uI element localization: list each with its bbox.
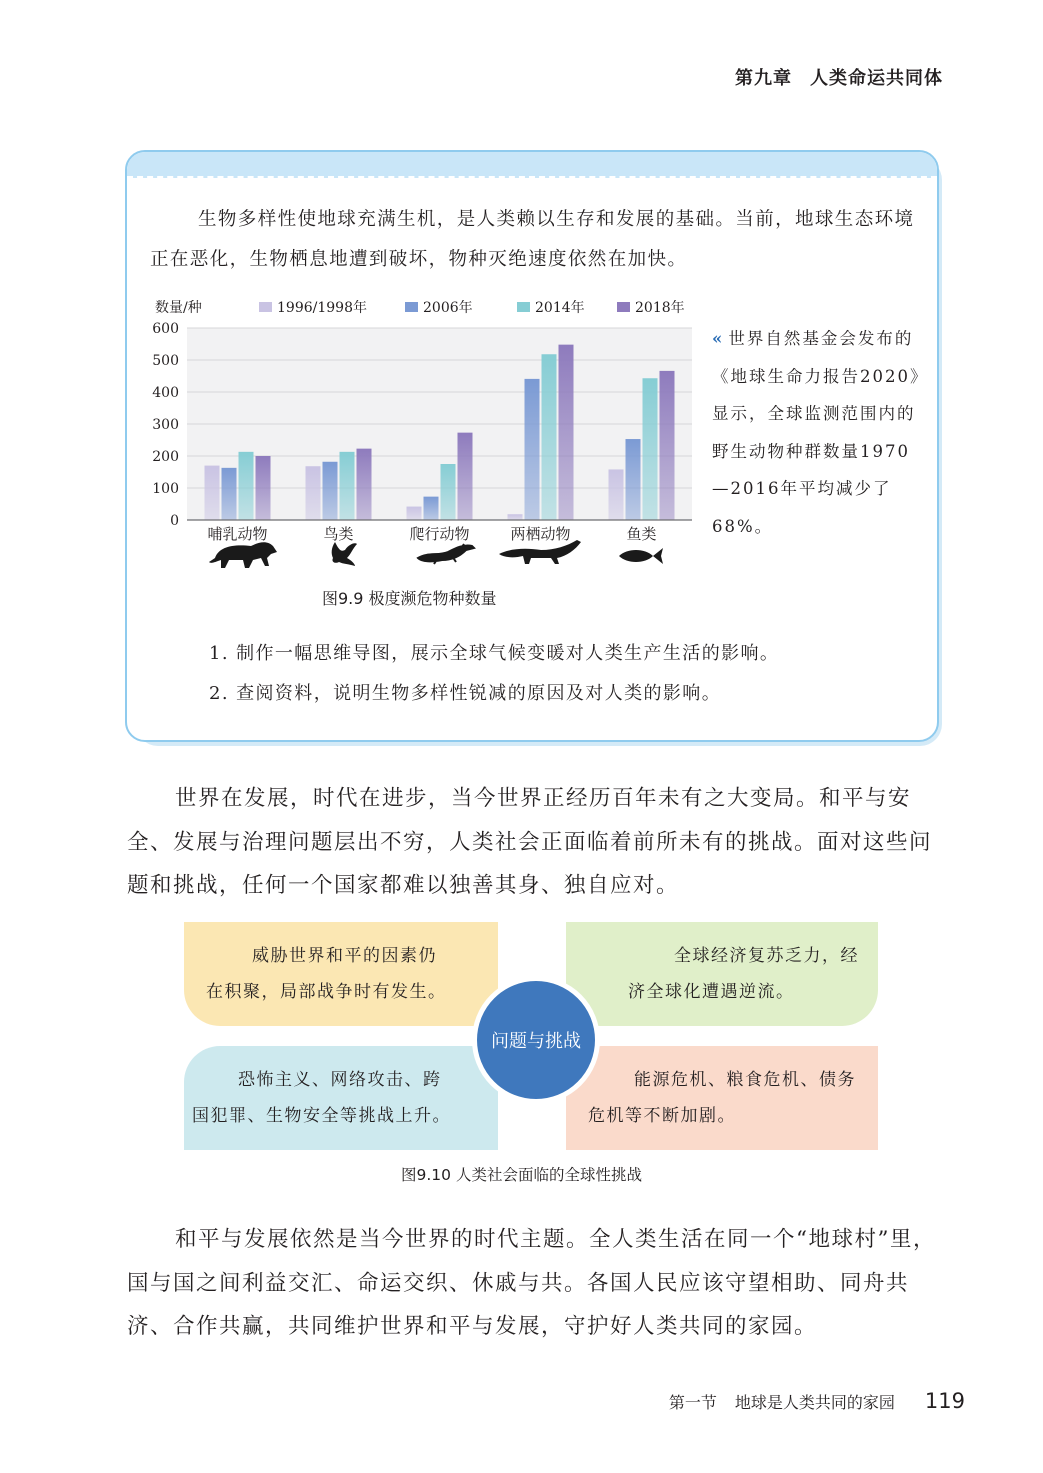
legend-label: 2018年 — [635, 300, 685, 316]
species-chart — [127, 300, 707, 588]
chart-legend — [259, 300, 685, 316]
diagram-center: 问题与挑战 — [472, 976, 600, 1104]
y-tick-label: 300 — [152, 417, 179, 433]
bar — [256, 456, 271, 520]
fish-silhouette-icon — [619, 548, 663, 564]
bar — [239, 452, 254, 520]
bar — [424, 497, 439, 520]
body-paragraph-1: 世界在发展，时代在进步，当今世界正经历百年未有之大变局。和平与安全、发展与治理问题层出不穷，人类社会正面临着前所未有的挑战。面对这些问题和挑战，任何一个国家都难以独善其身、独自应对。 — [127, 786, 933, 898]
petal-text: 全球经济复苏乏力，经济全球化遭遇逆流。 — [628, 946, 859, 1002]
bar — [643, 378, 658, 520]
category-label: 哺乳动物 — [207, 525, 268, 543]
category-label: 爬行动物 — [409, 525, 470, 543]
bar — [609, 469, 624, 520]
reptile-silhouette-icon — [418, 544, 474, 564]
side-note-text: 世界自然基金会发布的《地球生命力报告2020》显示，全球监测范围内的野生动物种群数量1970—2016年平均减少了68%。 — [712, 329, 921, 536]
amphibian-silhouette-icon — [499, 540, 581, 564]
side-note — [712, 320, 922, 545]
y-tick-label: 500 — [152, 353, 179, 369]
bar — [542, 354, 557, 520]
legend-label: 2006年 — [423, 300, 473, 316]
bar — [525, 379, 540, 520]
bar — [559, 345, 574, 520]
task-item-2: 2. 查阅资料，说明生物多样性锐减的原因及对人类的影响。 — [209, 683, 722, 704]
bird-silhouette-icon — [332, 542, 357, 566]
y-tick-label: 0 — [170, 513, 179, 529]
task-item-1: 1. 制作一幅思维导图，展示全球气候变暖对人类生产生活的影响。 — [209, 643, 780, 664]
petal-text: 恐怖主义、网络攻击、跨国犯罪、生物安全等挑战上升。 — [192, 1070, 451, 1126]
petal-text: 能源危机、粮食危机、债务危机等不断加剧。 — [588, 1070, 856, 1126]
bar — [222, 468, 237, 520]
category-label: 鱼类 — [626, 525, 657, 543]
double-chevron-left-icon: « — [712, 329, 725, 348]
bar — [508, 514, 523, 520]
page-footer — [669, 1389, 965, 1413]
figure-caption-9-10: 图9.10 人类社会面临的全球性挑战 — [401, 1166, 642, 1184]
bar — [660, 371, 675, 520]
y-tick-label: 200 — [152, 449, 179, 465]
chart-ylabel: 数量/种 — [155, 300, 202, 316]
task-list — [209, 634, 909, 714]
bar — [626, 439, 641, 520]
chapter-header — [735, 64, 943, 90]
category-label: 鸟类 — [323, 525, 354, 543]
mammal-silhouette-icon — [209, 542, 277, 568]
bar — [458, 433, 473, 520]
activity-box — [125, 150, 939, 742]
petal-peace-threats — [184, 922, 498, 1026]
legend-swatch — [617, 302, 630, 312]
petal-economy — [566, 922, 878, 1026]
category-label: 两栖动物 — [510, 525, 571, 543]
bar — [357, 449, 372, 520]
page-number: 119 — [924, 1389, 965, 1413]
chart-y-ticks — [152, 321, 179, 529]
bar — [441, 464, 456, 520]
bar — [407, 507, 422, 520]
legend-swatch — [259, 302, 272, 312]
petal-security — [184, 1046, 498, 1150]
chart-categories — [207, 525, 656, 543]
chapter-title: 人类命运共同体 — [810, 68, 943, 89]
body-paragraph-2: 和平与发展依然是当今世界的时代主题。全人类生活在同一个“地球村”里，国与国之间利益交汇、命运交织、休戚与共。各国人民应该守望相助、同舟共济、合作共赢，共同维护世界和平与发展，守护好人类共同的家园。 — [127, 1227, 936, 1339]
bar — [323, 462, 338, 520]
figure-caption-9-9: 图9.9 极度濒危物种数量 — [322, 589, 497, 608]
footer-title: 地球是人类共同的家园 — [734, 1393, 895, 1412]
petal-text: 威胁世界和平的因素仍在积聚，局部战争时有发生。 — [206, 946, 447, 1002]
footer-section: 第一节 — [668, 1393, 717, 1412]
legend-swatch — [405, 302, 418, 312]
petal-crises — [566, 1046, 878, 1150]
chapter-number: 第九章 — [735, 68, 792, 89]
legend-swatch — [517, 302, 530, 312]
y-tick-label: 600 — [152, 321, 179, 337]
bar — [340, 452, 355, 520]
y-tick-label: 400 — [152, 385, 179, 401]
legend-label: 2014年 — [535, 300, 585, 316]
bar — [205, 466, 220, 520]
y-tick-label: 100 — [152, 481, 179, 497]
bar — [306, 466, 321, 520]
activity-box-header-strip — [127, 152, 937, 178]
activity-intro: 生物多样性使地球充满生机，是人类赖以生存和发展的基础。当前，地球生态环境正在恶化，生物栖息地遭到破坏，物种灭绝速度依然在加快。 — [150, 209, 915, 270]
legend-label: 1996/1998年 — [277, 300, 367, 316]
challenges-diagram — [184, 922, 878, 1150]
